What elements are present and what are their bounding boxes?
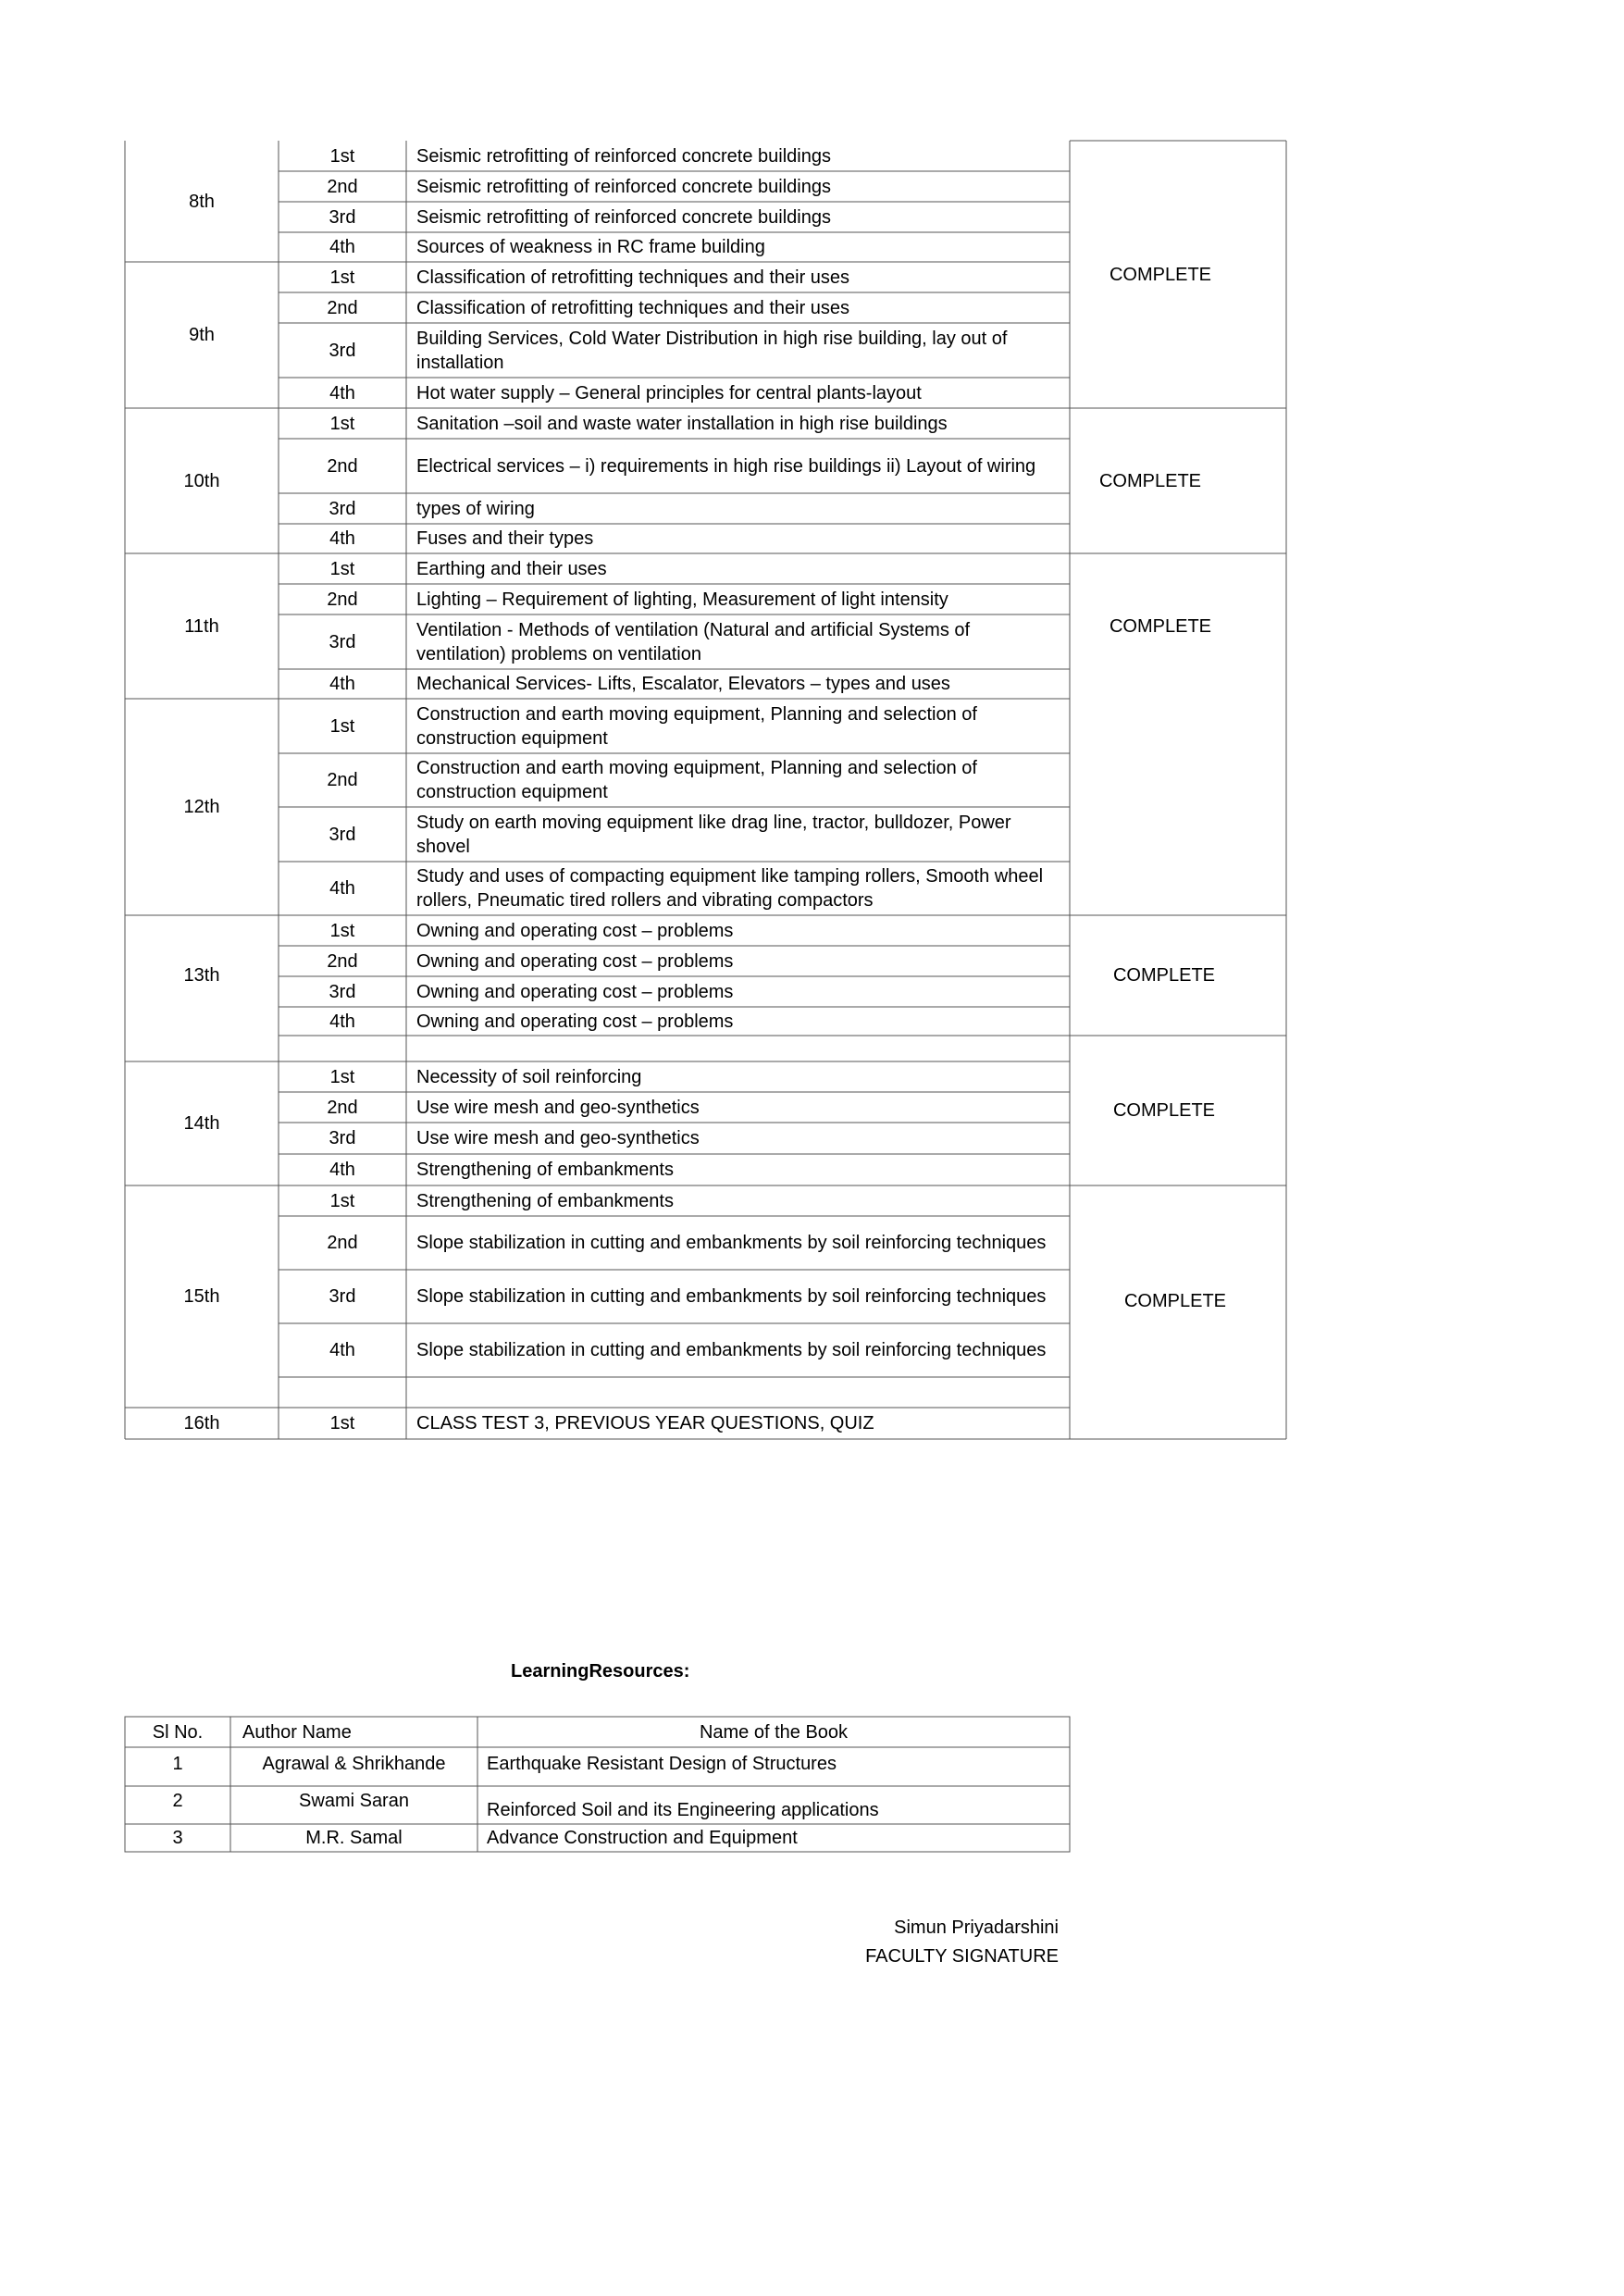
topic-cell: Slope stabilization in cutting and embankments by soil reinforcing techniques: [416, 1286, 1047, 1307]
topic-cell: Use wire mesh and geo-synthetics: [416, 1097, 700, 1118]
day-label: 1st: [329, 267, 355, 288]
column-header: Author Name: [242, 1721, 352, 1743]
day-label: 2nd: [327, 455, 358, 477]
status-cell: COMPLETE: [1109, 264, 1212, 285]
topic-cell: Strengthening of embankments: [416, 1190, 674, 1211]
day-label: 1st: [329, 1413, 355, 1433]
status-cell: COMPLETE: [1123, 1291, 1227, 1311]
topic-cell: Owning and operating cost – problems: [416, 920, 734, 941]
column-header: Name of the Book: [699, 1721, 849, 1743]
topic-cell: Construction and earth moving equipment, Planning and selection of construction equipment: [416, 703, 977, 749]
day-label: 2nd: [327, 176, 358, 197]
day-label: 2nd: [327, 589, 358, 610]
topic-cell: Classification of retrofitting techniques and their uses: [416, 297, 850, 318]
topic-cell: Sanitation –soil and waste water installation in high rise buildings: [416, 413, 948, 434]
topic-cell: Slope stabilization in cutting and embankments by soil reinforcing techniques: [416, 1340, 1047, 1360]
day-label: 1st: [329, 715, 355, 737]
week-label: 14th: [183, 1113, 220, 1134]
table-cell-slno: 2: [172, 1791, 183, 1811]
week-label: 8th: [189, 191, 215, 212]
day-label: 2nd: [327, 770, 358, 790]
topic-cell: Owning and operating cost – problems: [416, 1011, 734, 1032]
topic-cell: Owning and operating cost – problems: [416, 981, 734, 1002]
topic-cell: Electrical services – i) requirements in high rise buildings ii) Layout of wiring: [416, 455, 1036, 477]
table-cell-book: Earthquake Resistant Design of Structures: [487, 1754, 837, 1774]
topic-cell: Study and uses of compacting equipment like tamping rollers, Smooth wheel rollers, Pneumatic tired rollers and vibrating compactors: [416, 866, 1044, 911]
topic-cell: Seismic retrofitting of reinforced concrete buildings: [416, 176, 831, 197]
day-label: 1st: [329, 558, 355, 579]
topic-cell: Seismic retrofitting of reinforced concrete buildings: [416, 145, 831, 167]
table-cell-author: Swami Saran: [299, 1791, 409, 1811]
day-label: 4th: [329, 674, 355, 694]
table-cell-author: M.R. Samal: [305, 1828, 403, 1848]
day-label: 3rd: [329, 498, 356, 519]
topic-cell: Classification of retrofitting techniques and their uses: [416, 267, 850, 288]
status-cell: COMPLETE: [1109, 615, 1212, 637]
topic-cell: Earthing and their uses: [416, 558, 607, 579]
week-label: 11th: [184, 615, 219, 637]
topic-cell: Construction and earth moving equipment, Planning and selection of construction equipment: [416, 758, 977, 802]
topic-cell: Mechanical Services- Lifts, Escalator, Elevators – types and uses: [416, 674, 950, 694]
topic-cell: CLASS TEST 3, PREVIOUS YEAR QUESTIONS, QUIZ: [416, 1413, 874, 1433]
status-cell: COMPLETE: [1112, 965, 1216, 986]
topic-cell: Use wire mesh and geo-synthetics: [416, 1128, 700, 1148]
week-label: 10th: [183, 470, 220, 491]
table-cell-author: Agrawal & Shrikhande: [262, 1754, 446, 1774]
learning-resources-heading: LearningResources:: [511, 1661, 690, 1682]
day-label: 3rd: [329, 1128, 356, 1148]
day-label: 4th: [329, 1160, 355, 1180]
day-label: 1st: [329, 1066, 355, 1087]
day-label: 3rd: [329, 824, 356, 845]
day-label: 2nd: [327, 1097, 358, 1118]
week-label: 15th: [183, 1286, 220, 1307]
topic-cell: Fuses and their types: [416, 528, 594, 549]
day-label: 1st: [329, 145, 355, 167]
status-cell: COMPLETE: [1112, 1100, 1216, 1121]
day-label: 3rd: [329, 981, 356, 1002]
topic-cell: Lighting – Requirement of lighting, Measurement of light intensity: [416, 589, 948, 610]
day-label: 4th: [329, 237, 355, 257]
day-label: 4th: [329, 1011, 355, 1032]
day-label: 2nd: [327, 1233, 358, 1253]
week-label: 13th: [183, 965, 220, 986]
day-label: 4th: [329, 382, 355, 403]
week-label: 12th: [183, 797, 220, 817]
day-label: 1st: [329, 920, 355, 941]
day-label: 3rd: [329, 340, 356, 361]
topic-cell: types of wiring: [416, 498, 535, 519]
topic-cell: Building Services, Cold Water Distribution in high rise building, lay out of installation: [416, 328, 1008, 373]
table-cell-book: Reinforced Soil and its Engineering applications: [487, 1800, 879, 1820]
topic-cell: Necessity of soil reinforcing: [416, 1066, 642, 1087]
table-cell-slno: 1: [172, 1754, 183, 1774]
column-header: Sl No.: [152, 1721, 204, 1743]
day-label: 3rd: [329, 631, 356, 652]
table-cell-book: Advance Construction and Equipment: [487, 1828, 798, 1848]
faculty-signature-label: FACULTY SIGNATURE: [865, 1946, 1059, 1967]
topic-cell: Sources of weakness in RC frame building: [416, 237, 765, 257]
day-label: 2nd: [327, 950, 358, 972]
status-cell: COMPLETE: [1098, 470, 1202, 491]
day-label: 1st: [329, 413, 355, 434]
table-cell-slno: 3: [172, 1828, 183, 1848]
week-label: 16th: [183, 1413, 220, 1433]
topic-cell: Strengthening of embankments: [416, 1160, 674, 1180]
day-label: 2nd: [327, 297, 358, 318]
topic-cell: Ventilation - Methods of ventilation (Natural and artificial Systems of ventilation) problems on ventilation: [416, 619, 971, 664]
day-label: 4th: [329, 878, 355, 899]
week-label: 9th: [189, 325, 215, 345]
topic-cell: Study on earth moving equipment like drag line, tractor, bulldozer, Power shovel: [416, 812, 1011, 857]
day-label: 1st: [329, 1190, 355, 1211]
topic-cell: Slope stabilization in cutting and embankments by soil reinforcing techniques: [416, 1233, 1047, 1253]
day-label: 4th: [329, 1340, 355, 1360]
topic-cell: Seismic retrofitting of reinforced concrete buildings: [416, 206, 831, 228]
day-label: 3rd: [329, 1286, 356, 1307]
topic-cell: Owning and operating cost – problems: [416, 950, 734, 972]
day-label: 3rd: [329, 206, 356, 228]
day-label: 4th: [329, 528, 355, 549]
faculty-name: Simun Priyadarshini: [894, 1917, 1059, 1938]
topic-cell: Hot water supply – General principles for central plants-layout: [416, 382, 922, 403]
